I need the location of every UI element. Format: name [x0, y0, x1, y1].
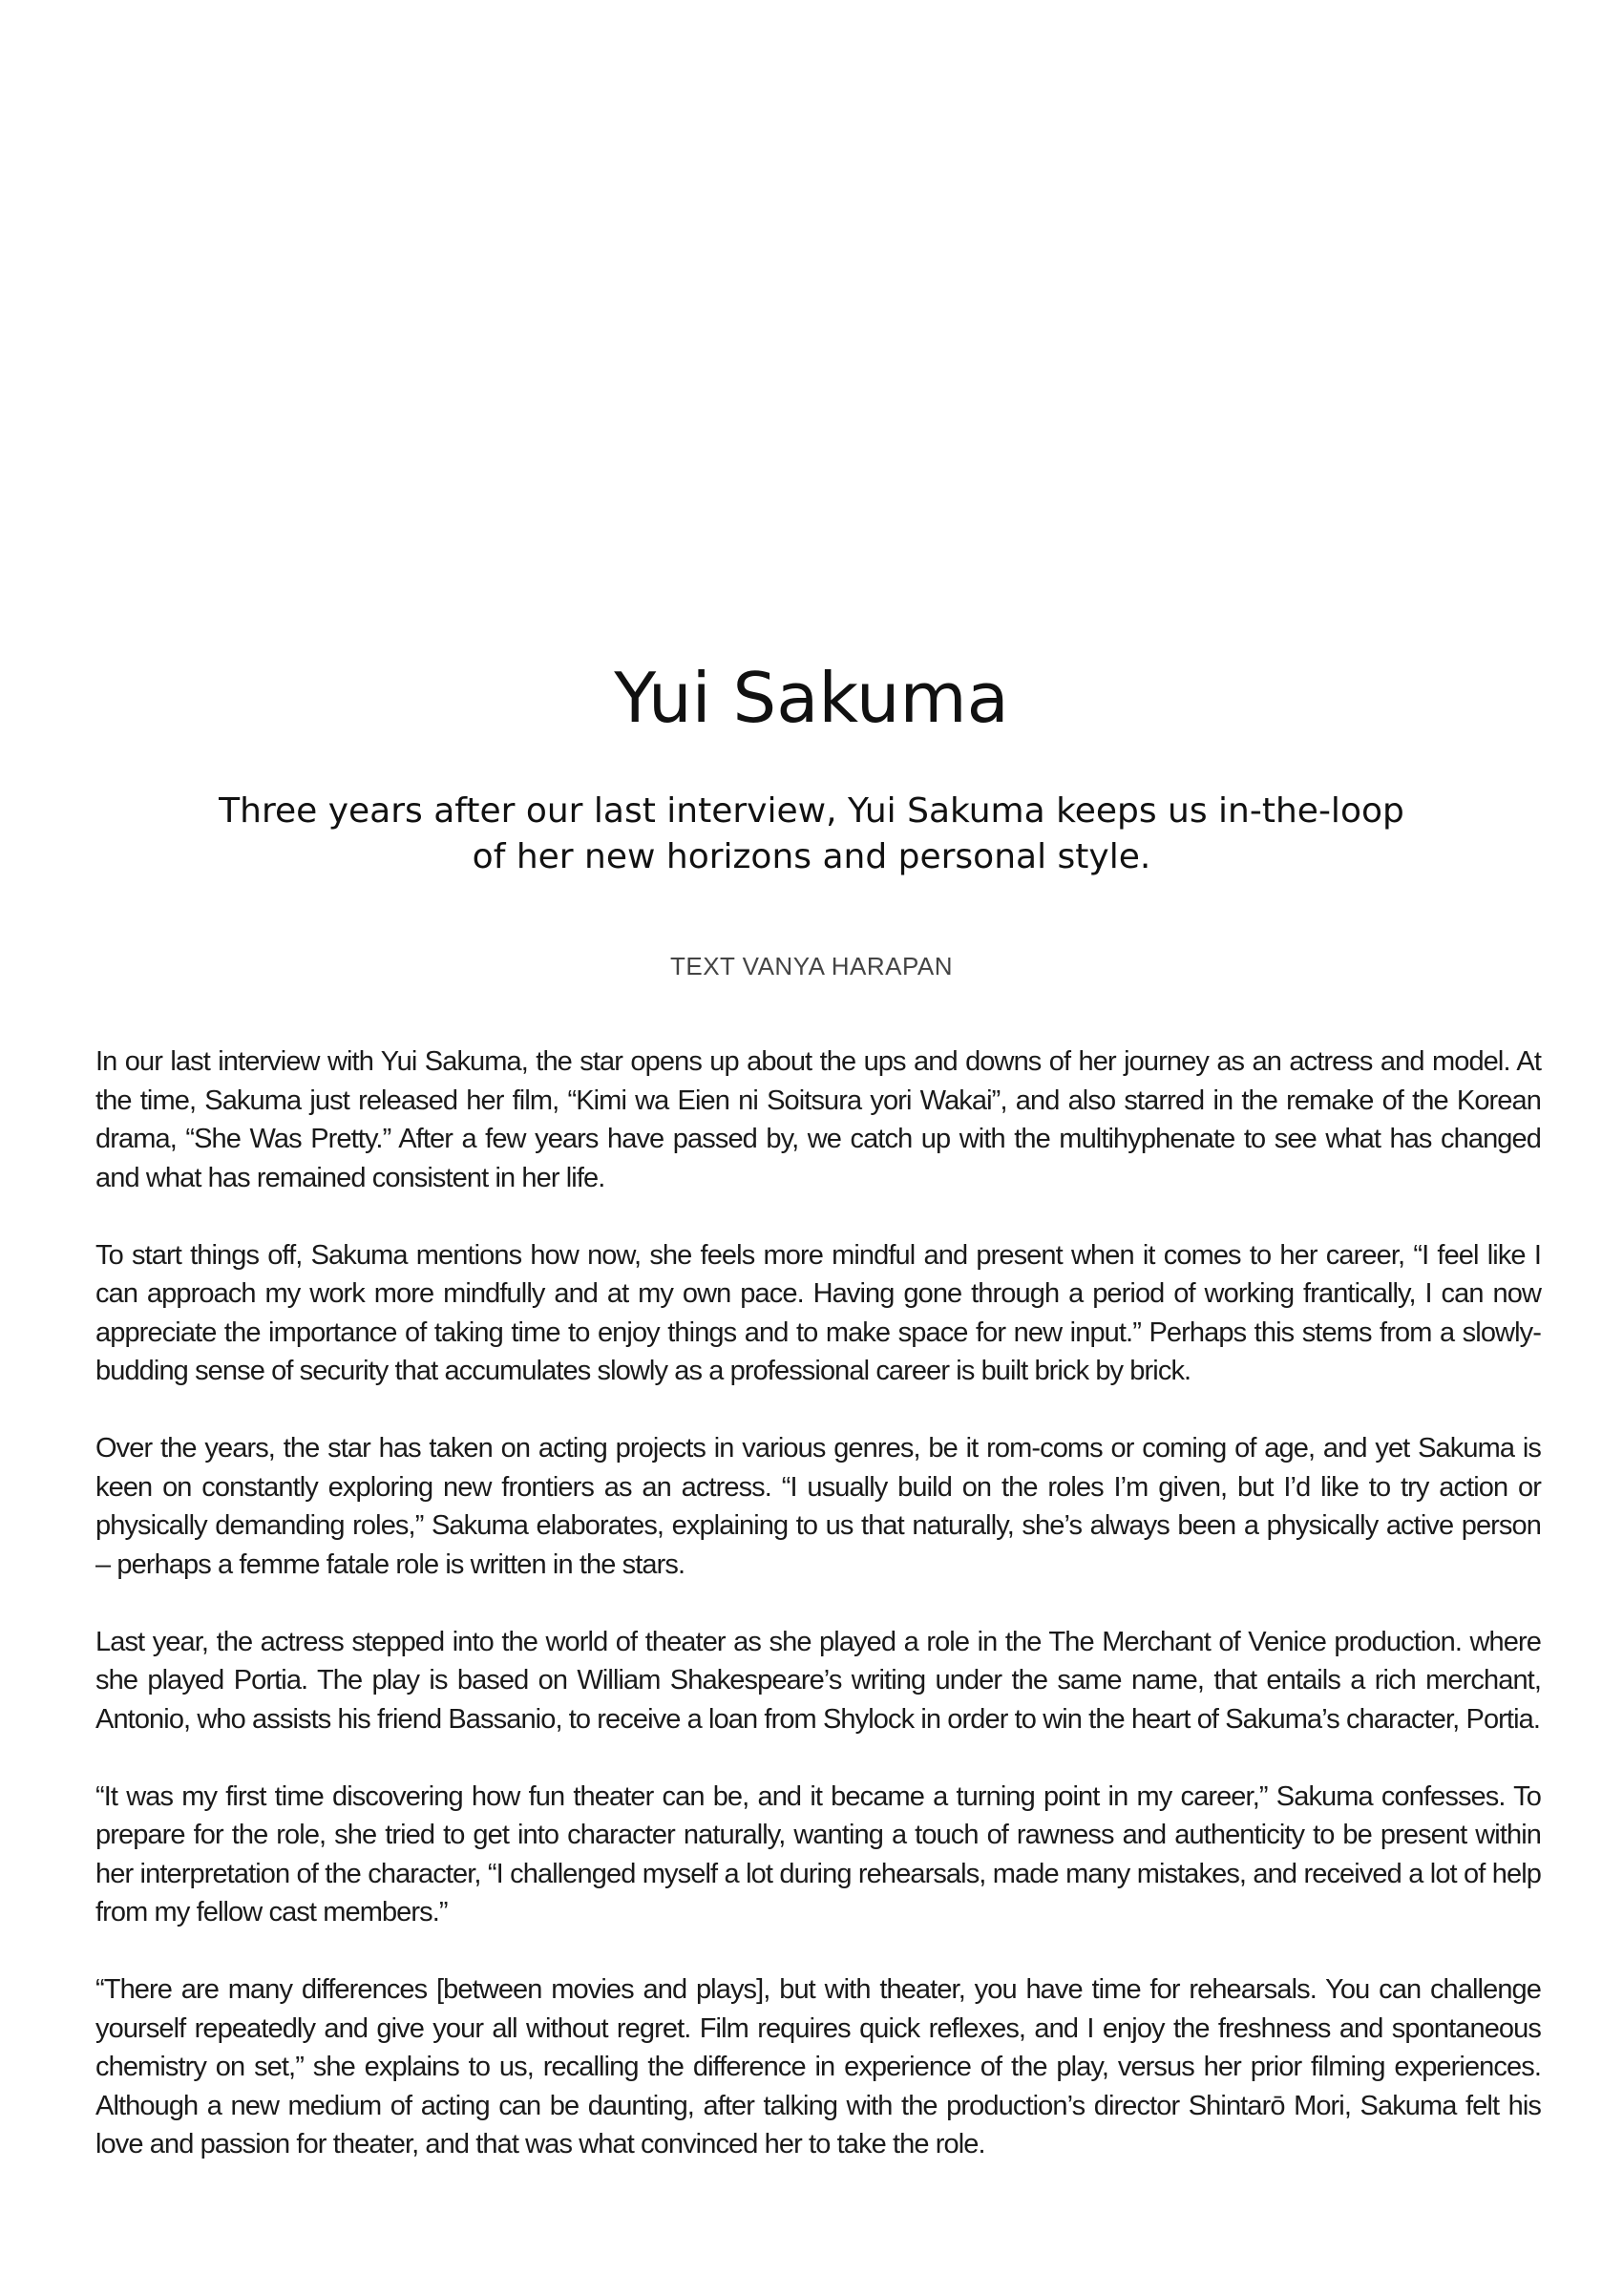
- body-paragraph: Over the years, the star has taken on acting projects in various genres, be it rom-coms or coming of age, and yet Sakuma is keen on constantly exploring new frontiers as an actress. “I usually build on the roles I’m given, but I’d like to try action or physically demanding roles,” Sakuma elaborates, explaining to us that naturally, she’s always been a physically active person – perhaps a femme fatale role is written in the stars.: [95, 1433, 1541, 1580]
- body-paragraph: To start things off, Sakuma mentions how now, she feels more mindful and present when it comes to her career, “I feel like I can approach my work more mindfully and at my own pace. Having gone through a period of working frantically, I can now appreciate the importance of taking time to enjoy things and to make space for new input.” Perhaps this stems from a slowly-budding sense of security that accumulates slowly as a professional career is built brick by brick.: [95, 1239, 1541, 1386]
- body-paragraph: “It was my first time discovering how fun theater can be, and it became a turning point in my career,” Sakuma confesses. To prepare for the role, she tried to get into character naturally, wanting a touch of rawness and authenticity to be present within her interpretation of the character, “I challenged myself a lot during rehearsals, made many mistakes, and received a lot of help from my fellow cast members.”: [95, 1780, 1541, 1927]
- body-paragraph: Last year, the actress stepped into the world of theater as she played a role in the The Merchant of Venice production. where she played Portia. The play is based on William Shakespeare’s writing under the same name, that entails a rich merchant, Antonio, who assists his friend Bassanio, to receive a loan from Shylock in order to win the heart of Sakuma’s character, Portia.: [95, 1626, 1541, 1735]
- body-paragraph: In our last interview with Yui Sakuma, the star opens up about the ups and downs of her journey as an actress and model. At the time, Sakuma just released her film, “Kimi wa Eien ni Soitsura yori Wakai”, and also starred in the remake of the Korean drama, “She Was Pretty.” After a few years have passed by, we catch up with the multihyphenate to see what has changed and what has remained consistent in her life.: [95, 1046, 1541, 1193]
- subtitle-line-2: of her new horizons and personal style.: [472, 837, 1151, 876]
- article-body: [95, 1043, 1541, 2164]
- subtitle-line-1: Three years after our last interview, Yui Sakuma keeps us in-the-loop: [219, 791, 1404, 831]
- body-paragraph: “There are many differences [between movies and plays], but with theater, you have time for rehearsals. You can challenge yourself repeatedly and give your all without regret. Film requires quick reflexes, and I enjoy the freshness and spontaneous chemistry on set,” she explains to us, recalling the difference in experience of the play, versus her prior filming experiences. Although a new medium of acting can be daunting, after talking with the production’s director Shintarō Mori, Sakuma felt his love and passion for theater, and that was what convinced her to take the role.: [95, 1974, 1541, 2159]
- article-title: Yui Sakuma: [614, 658, 1009, 738]
- article-subtitle: [143, 789, 1480, 880]
- article-byline: TEXT VANYA HARAPAN: [669, 952, 954, 980]
